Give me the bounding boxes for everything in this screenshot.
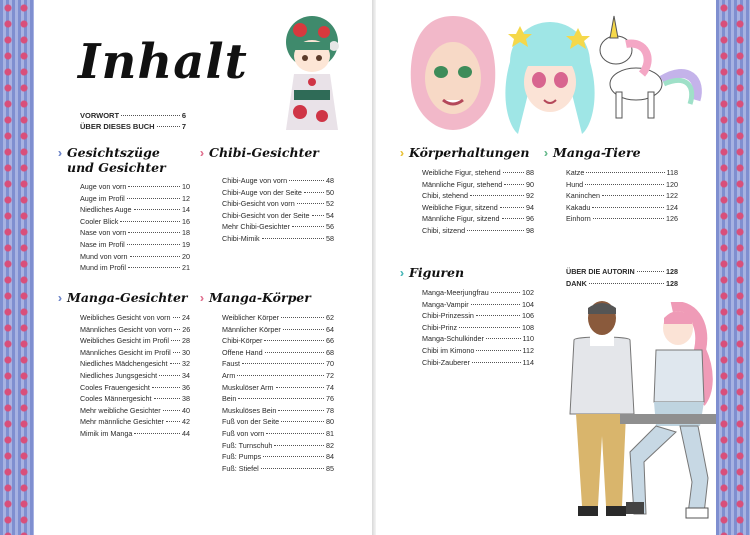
toc-entry[interactable] bbox=[422, 299, 534, 311]
entry-label: Fuß von vorn bbox=[222, 428, 265, 438]
dot-leader bbox=[237, 375, 324, 376]
dot-leader bbox=[120, 221, 180, 222]
entry-label: Katze bbox=[566, 168, 585, 177]
entry-page: 122 bbox=[666, 191, 678, 201]
entry-label: ÜBER DIESES BUCH bbox=[80, 122, 155, 131]
section-manga-tiere bbox=[544, 145, 678, 225]
section-chibi-gesichter bbox=[200, 145, 334, 245]
toc-entry[interactable] bbox=[80, 416, 190, 428]
dot-leader bbox=[602, 195, 664, 196]
dot-leader bbox=[266, 433, 324, 434]
entry-page: 52 bbox=[326, 199, 334, 209]
section-title: Körperhaltungen bbox=[409, 145, 530, 160]
toc-entry[interactable] bbox=[222, 463, 334, 475]
toc-entry[interactable] bbox=[422, 310, 534, 322]
dot-leader bbox=[592, 207, 664, 208]
toc-entry[interactable] bbox=[566, 202, 678, 214]
toc-entry[interactable] bbox=[80, 428, 190, 440]
dot-leader bbox=[470, 195, 524, 196]
entry-page: 36 bbox=[182, 382, 190, 392]
back-matter-list bbox=[566, 266, 678, 289]
toc-entry[interactable] bbox=[222, 416, 334, 428]
entry-label: Chibi-Zauberer bbox=[422, 357, 470, 367]
entry-label: Chibi-Körper bbox=[222, 336, 263, 346]
toc-list bbox=[566, 167, 678, 225]
dot-leader bbox=[312, 215, 325, 216]
toc-entry[interactable] bbox=[222, 347, 334, 359]
entry-page: 20 bbox=[182, 251, 190, 261]
entry-label: Bein bbox=[222, 394, 237, 404]
section-title: Gesichtszüge und Gesichter bbox=[67, 145, 166, 175]
entry-label: Fuß: Stiefel bbox=[222, 463, 259, 473]
toc-list bbox=[80, 181, 190, 274]
chevron-icon bbox=[400, 145, 404, 161]
toc-entry[interactable] bbox=[222, 405, 334, 417]
entry-label: Männliche Figur, stehend bbox=[422, 179, 503, 189]
entry-page: 66 bbox=[326, 336, 334, 346]
entry-label: Mund von vorn bbox=[80, 251, 128, 261]
toc-entry[interactable] bbox=[422, 333, 534, 345]
dot-leader bbox=[278, 410, 324, 411]
entry-label: Einhorn bbox=[566, 214, 591, 224]
entry-page: 82 bbox=[326, 440, 334, 450]
toc-list bbox=[80, 312, 190, 440]
entry-label: Chibi im Kimono bbox=[422, 345, 475, 355]
dot-leader bbox=[467, 230, 524, 231]
entry-page: 98 bbox=[526, 225, 534, 235]
dot-leader bbox=[637, 271, 664, 272]
entry-label: Chibi-Auge von der Seite bbox=[222, 187, 302, 197]
dot-leader bbox=[459, 327, 520, 328]
entry-label: Weibliche Figur, sitzend bbox=[422, 202, 498, 212]
toc-entry[interactable] bbox=[222, 451, 334, 463]
entry-page: 104 bbox=[522, 299, 534, 309]
dot-leader bbox=[128, 186, 180, 187]
toc-entry[interactable] bbox=[222, 221, 334, 233]
toc-entry[interactable] bbox=[80, 193, 190, 205]
entry-page: 64 bbox=[326, 324, 334, 334]
entry-page: 62 bbox=[326, 313, 334, 322]
dot-leader bbox=[476, 350, 520, 351]
entry-page: 80 bbox=[326, 417, 334, 427]
kimono-chibi-girl-illustration bbox=[272, 12, 354, 140]
dot-leader bbox=[476, 315, 520, 316]
entry-label: Weibliches Gesicht von vorn bbox=[80, 313, 171, 322]
entry-label: Kaninchen bbox=[566, 191, 600, 201]
entry-page: 106 bbox=[522, 311, 534, 321]
toc-entry[interactable] bbox=[80, 262, 190, 274]
entry-page: 78 bbox=[326, 405, 334, 415]
entry-label: Fuß: Turnschuh bbox=[222, 440, 273, 450]
toc-entry[interactable] bbox=[80, 324, 190, 336]
entry-page: 92 bbox=[526, 191, 534, 201]
dot-leader bbox=[297, 203, 324, 204]
entry-page: 124 bbox=[666, 202, 678, 212]
entry-page: 42 bbox=[182, 417, 190, 427]
chevron-icon bbox=[400, 265, 404, 281]
dot-leader bbox=[264, 340, 324, 341]
toc-entry[interactable] bbox=[222, 393, 334, 405]
section-title: Figuren bbox=[409, 265, 465, 280]
entry-label: Weibliche Figur, stehend bbox=[422, 168, 501, 177]
chevron-icon bbox=[58, 145, 62, 161]
toc-entry[interactable] bbox=[80, 204, 190, 216]
entry-page: 88 bbox=[526, 168, 534, 177]
toc-entry[interactable] bbox=[80, 216, 190, 228]
book-gutter bbox=[372, 0, 376, 535]
entry-label: Fuß von der Seite bbox=[222, 417, 280, 427]
dot-leader bbox=[242, 363, 324, 364]
entry-label: Weibliches Gesicht im Profil bbox=[80, 336, 169, 346]
toc-entry[interactable] bbox=[422, 179, 534, 191]
entry-page: 19 bbox=[182, 239, 190, 249]
entry-label: Weiblicher Körper bbox=[222, 313, 279, 322]
entry-page: 70 bbox=[326, 359, 334, 369]
entry-page: 110 bbox=[522, 334, 534, 344]
dot-leader bbox=[127, 244, 180, 245]
entry-label: Niedliches Mädchengesicht bbox=[80, 359, 168, 369]
entry-label: Männlicher Körper bbox=[222, 324, 281, 334]
toc-entry[interactable] bbox=[566, 213, 678, 225]
toc-entry[interactable] bbox=[80, 312, 190, 324]
toc-entry[interactable] bbox=[80, 181, 190, 193]
entry-label: Chibi, sitzend bbox=[422, 225, 466, 235]
dot-leader bbox=[491, 292, 520, 293]
sitting-girl-illustration bbox=[620, 302, 716, 524]
entry-label: Mehr weibliche Gesichter bbox=[80, 405, 161, 415]
entry-page: 24 bbox=[182, 313, 190, 322]
entry-label: Chibi-Gesicht von vorn bbox=[222, 199, 295, 209]
toc-entry[interactable] bbox=[422, 190, 534, 202]
dot-leader bbox=[170, 363, 181, 364]
dot-leader bbox=[128, 267, 180, 268]
entry-page: 21 bbox=[182, 263, 190, 273]
entry-label: DANK bbox=[566, 278, 587, 288]
entry-label: Männliches Gesicht im Profil bbox=[80, 347, 171, 357]
toc-entry[interactable] bbox=[222, 428, 334, 440]
toc-entry[interactable] bbox=[422, 202, 534, 214]
entry-label: Cooles Frauengesicht bbox=[80, 382, 150, 392]
entry-page: 44 bbox=[182, 428, 190, 438]
dot-leader bbox=[289, 180, 324, 181]
entry-label: Niedliches Auge bbox=[80, 205, 132, 215]
section-manga-koerper bbox=[200, 290, 334, 474]
dot-leader bbox=[262, 238, 324, 239]
entry-label: Manga-Schulkinder bbox=[422, 334, 484, 344]
toc-entry[interactable] bbox=[80, 335, 190, 347]
entry-page: 54 bbox=[326, 210, 334, 220]
toc-entry[interactable] bbox=[422, 167, 534, 179]
dot-leader bbox=[471, 304, 520, 305]
entry-page: 14 bbox=[182, 205, 190, 215]
toc-entry[interactable] bbox=[566, 179, 678, 191]
entry-label: Niedliches Jungsgesicht bbox=[80, 370, 158, 380]
entry-page: 28 bbox=[182, 336, 190, 346]
entry-page: 32 bbox=[182, 359, 190, 369]
chevron-icon bbox=[200, 290, 204, 306]
toc-entry[interactable] bbox=[422, 287, 534, 299]
entry-page: 114 bbox=[522, 357, 534, 367]
dot-leader bbox=[292, 226, 324, 227]
entry-page: 56 bbox=[326, 222, 334, 232]
entry-label: Mimik im Manga bbox=[80, 428, 133, 438]
section-title: Manga-Tiere bbox=[553, 145, 641, 160]
dot-leader bbox=[171, 340, 180, 341]
dot-leader bbox=[159, 375, 180, 376]
entry-label: Faust bbox=[222, 359, 240, 369]
entry-label: Männliche Figur, sitzend bbox=[422, 214, 500, 224]
entry-page: 38 bbox=[182, 394, 190, 404]
entry-label: Manga-Meerjungfrau bbox=[422, 288, 489, 297]
toc-entry[interactable] bbox=[222, 358, 334, 370]
toc-entry[interactable] bbox=[80, 251, 190, 263]
entry-label: Chibi-Prinz bbox=[422, 322, 458, 332]
dot-leader bbox=[265, 352, 324, 353]
toc-list bbox=[222, 312, 334, 474]
toc-entry[interactable] bbox=[222, 312, 334, 324]
entry-page: 76 bbox=[326, 394, 334, 404]
entry-label: Kakadu bbox=[566, 202, 591, 212]
dot-leader bbox=[152, 387, 180, 388]
chevron-icon bbox=[200, 145, 204, 161]
toc-entry[interactable] bbox=[222, 335, 334, 347]
dot-leader bbox=[127, 198, 180, 199]
toc-entry[interactable] bbox=[222, 440, 334, 452]
dot-leader bbox=[589, 283, 664, 284]
entry-page: 81 bbox=[326, 428, 334, 438]
entry-label: Chibi-Gesicht von der Seite bbox=[222, 210, 310, 220]
entry-label: Auge von vorn bbox=[80, 182, 127, 191]
entry-label: Chibi-Auge von vorn bbox=[222, 176, 288, 185]
dot-leader bbox=[585, 184, 664, 185]
toc-entry[interactable] bbox=[222, 233, 334, 245]
dot-leader bbox=[134, 209, 180, 210]
toc-list bbox=[222, 175, 334, 245]
page-title: Inhalt bbox=[78, 34, 248, 90]
entry-label: VORWORT bbox=[80, 111, 120, 120]
dot-leader bbox=[130, 256, 180, 257]
toc-entry[interactable] bbox=[222, 210, 334, 222]
toc-entry[interactable] bbox=[222, 187, 334, 199]
dot-leader bbox=[274, 445, 324, 446]
dot-leader bbox=[283, 329, 324, 330]
dot-leader bbox=[173, 317, 180, 318]
twin-tail-girl-illustration bbox=[500, 16, 600, 134]
entry-label: Nase von vorn bbox=[80, 228, 127, 238]
toc-entry[interactable] bbox=[422, 213, 534, 225]
entry-label: Mund im Profil bbox=[80, 263, 126, 273]
entry-label: Männliches Gesicht von vorn bbox=[80, 324, 173, 334]
entry-page: 128 bbox=[666, 267, 678, 276]
toc-entry[interactable] bbox=[222, 382, 334, 394]
entry-label: Auge im Profil bbox=[80, 193, 125, 203]
entry-page: 96 bbox=[526, 214, 534, 224]
dot-leader bbox=[502, 218, 524, 219]
entry-label: Muskulöser Arm bbox=[222, 382, 274, 392]
entry-page: 48 bbox=[326, 176, 334, 185]
entry-page: 26 bbox=[182, 324, 191, 334]
entry-page: 72 bbox=[326, 370, 334, 380]
hijab-girl-illustration bbox=[403, 12, 503, 134]
entry-page: 50 bbox=[326, 187, 334, 197]
toc-entry[interactable] bbox=[80, 347, 190, 359]
dot-leader bbox=[173, 352, 180, 353]
entry-page: 126 bbox=[666, 214, 678, 224]
dot-leader bbox=[128, 232, 180, 233]
toc-entry[interactable] bbox=[80, 370, 190, 382]
toc-entry[interactable] bbox=[80, 405, 190, 417]
section-manga-gesichter bbox=[58, 290, 190, 440]
section-gesichtszuege bbox=[58, 145, 190, 274]
entry-label: Fuß: Pumps bbox=[222, 452, 262, 462]
chevron-icon bbox=[58, 290, 62, 306]
toc-entry[interactable] bbox=[422, 225, 534, 237]
entry-page: 85 bbox=[326, 463, 334, 473]
entry-label: Mehr männliche Gesichter bbox=[80, 417, 164, 427]
entry-label: Arm bbox=[222, 370, 236, 380]
front-matter-row[interactable] bbox=[80, 110, 186, 121]
dot-leader bbox=[163, 410, 180, 411]
toc-entry[interactable] bbox=[80, 227, 190, 239]
entry-page: 90 bbox=[526, 179, 534, 189]
entry-page: 6 bbox=[181, 111, 186, 120]
entry-page: 18 bbox=[182, 228, 190, 238]
front-matter-row[interactable] bbox=[80, 121, 186, 132]
toc-entry[interactable] bbox=[80, 393, 190, 405]
entry-page: 30 bbox=[182, 347, 190, 357]
toc-list bbox=[422, 167, 534, 237]
dot-leader bbox=[304, 192, 324, 193]
entry-label: Chibi, stehend bbox=[422, 191, 468, 201]
toc-entry[interactable] bbox=[222, 324, 334, 336]
entry-page: 10 bbox=[182, 182, 190, 191]
toc-entry[interactable] bbox=[566, 278, 678, 290]
decorative-border-left bbox=[0, 0, 34, 535]
toc-entry[interactable] bbox=[566, 266, 678, 278]
entry-page: 68 bbox=[326, 347, 334, 357]
dot-leader bbox=[593, 218, 664, 219]
entry-label: Chibi-Prinzessin bbox=[422, 311, 474, 321]
dot-leader bbox=[504, 184, 524, 185]
toc-entry[interactable] bbox=[80, 358, 190, 370]
dot-leader bbox=[281, 317, 324, 318]
toc-entry[interactable] bbox=[566, 167, 678, 179]
toc-entry[interactable] bbox=[222, 370, 334, 382]
entry-label: Manga-Vampir bbox=[422, 299, 469, 309]
entry-page: 102 bbox=[522, 288, 534, 297]
dot-leader bbox=[486, 338, 521, 339]
dot-leader bbox=[472, 362, 521, 363]
unicorn-illustration bbox=[592, 14, 704, 124]
entry-label: Cooles Männergesicht bbox=[80, 394, 152, 404]
entry-page: 74 bbox=[326, 382, 334, 392]
dot-leader bbox=[263, 456, 324, 457]
entry-page: 112 bbox=[522, 345, 534, 355]
toc-entry[interactable] bbox=[422, 345, 534, 357]
dot-leader bbox=[261, 468, 324, 469]
section-title: Chibi-Gesichter bbox=[209, 145, 319, 160]
toc-list bbox=[422, 287, 534, 368]
entry-page: 84 bbox=[326, 452, 334, 462]
toc-entry[interactable] bbox=[80, 382, 190, 394]
entry-label: Offene Hand bbox=[222, 347, 263, 357]
entry-page: 40 bbox=[182, 405, 190, 415]
chevron-icon bbox=[544, 145, 548, 161]
dot-leader bbox=[586, 172, 664, 173]
entry-page: 16 bbox=[182, 216, 190, 226]
entry-page: 128 bbox=[666, 278, 678, 288]
toc-entry[interactable] bbox=[422, 322, 534, 334]
entry-page: 58 bbox=[326, 233, 334, 243]
entry-page: 34 bbox=[182, 370, 190, 380]
toc-entry[interactable] bbox=[566, 190, 678, 202]
entry-label: Hund bbox=[566, 179, 584, 189]
dot-leader bbox=[238, 398, 324, 399]
entry-label: ÜBER DIE AUTORIN bbox=[566, 267, 635, 276]
section-title: Manga-Gesichter bbox=[67, 290, 188, 305]
dot-leader bbox=[281, 421, 324, 422]
entry-label: Muskulöses Bein bbox=[222, 405, 277, 415]
toc-entry[interactable] bbox=[80, 239, 190, 251]
entry-label: Mehr Chibi-Gesichter bbox=[222, 222, 290, 232]
entry-page: 12 bbox=[182, 193, 190, 203]
decorative-border-right bbox=[716, 0, 750, 535]
dot-leader bbox=[503, 172, 524, 173]
dot-leader bbox=[154, 398, 180, 399]
entry-page: 94 bbox=[526, 202, 534, 212]
section-koerperhaltungen bbox=[400, 145, 534, 237]
entry-page: 118 bbox=[666, 168, 678, 177]
toc-entry[interactable] bbox=[222, 198, 334, 210]
dot-leader bbox=[174, 329, 180, 330]
dot-leader bbox=[134, 433, 180, 434]
entry-page: 108 bbox=[522, 322, 534, 332]
dot-leader bbox=[166, 421, 180, 422]
dot-leader bbox=[500, 207, 524, 208]
toc-entry[interactable] bbox=[222, 175, 334, 187]
toc-entry[interactable] bbox=[422, 357, 534, 369]
entry-page: 120 bbox=[666, 179, 678, 189]
front-matter-list bbox=[80, 110, 186, 132]
entry-label: Chibi-Mimik bbox=[222, 233, 260, 243]
entry-page: 7 bbox=[181, 122, 186, 131]
dot-leader bbox=[276, 387, 324, 388]
section-figuren bbox=[400, 265, 534, 368]
entry-label: Nase im Profil bbox=[80, 239, 125, 249]
section-title: Manga-Körper bbox=[209, 290, 311, 305]
entry-label: Cooler Blick bbox=[80, 216, 119, 226]
